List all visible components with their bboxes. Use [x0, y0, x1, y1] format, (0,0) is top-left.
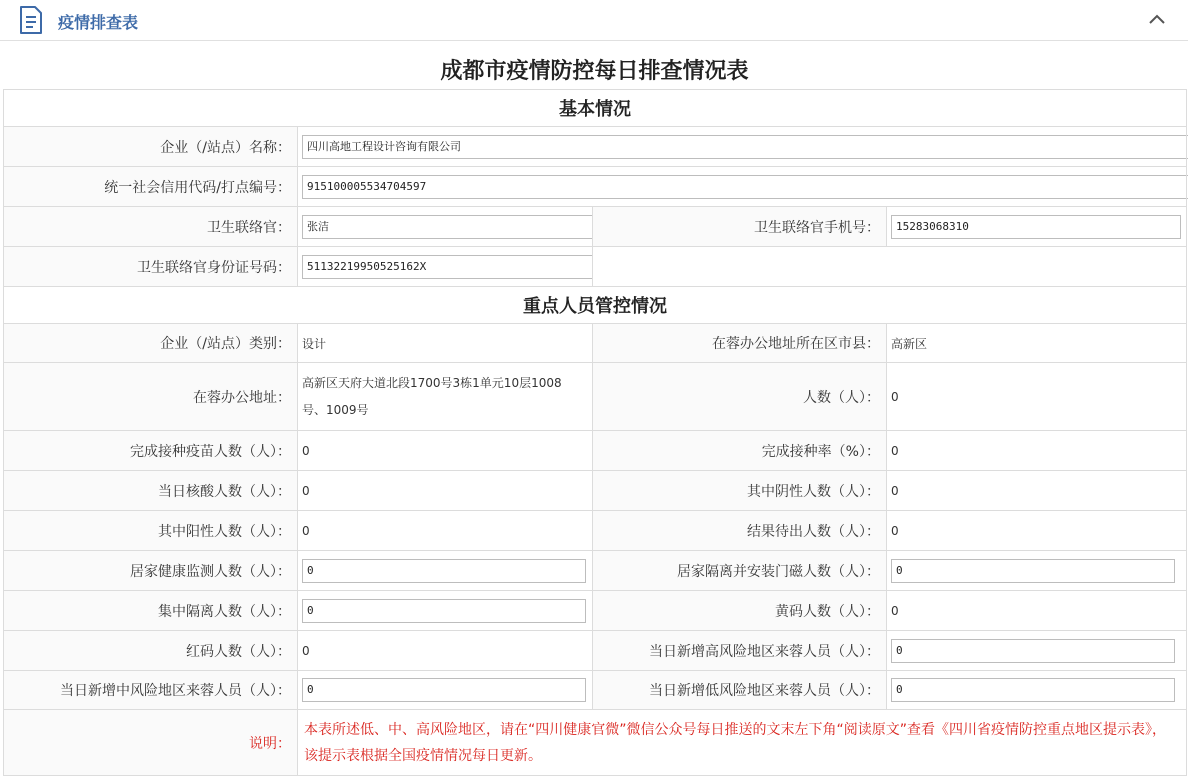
nucleic-value: 0 — [298, 471, 593, 511]
home-isolation-label: 居家隔离并安装门磁人数（人）： — [593, 551, 887, 591]
address-value: 高新区天府大道北段1700号3栋1单元10层1008号、1009号 — [298, 363, 593, 431]
home-isolation-field[interactable]: 0 — [891, 559, 1175, 583]
vaccination-rate-value: 0 — [887, 431, 1187, 471]
headcount-label: 人数（人）： — [593, 363, 887, 431]
category-label: 企业（/站点）类别： — [4, 324, 298, 363]
pending-value: 0 — [887, 511, 1187, 551]
address-label: 在蓉办公地址： — [4, 363, 298, 431]
section-key-personnel-heading: 重点人员管控情况 — [4, 287, 1187, 324]
vaccination-rate-label: 完成接种率（%）： — [593, 431, 887, 471]
officer-phone-field[interactable]: 15283068310 — [891, 215, 1181, 239]
form-container — [3, 41, 1186, 776]
pending-label: 结果待出人数（人）： — [593, 511, 887, 551]
form-table — [3, 89, 1187, 776]
vaccinated-value: 0 — [298, 431, 593, 471]
company-name-field[interactable]: 四川高地工程设计咨询有限公司 — [302, 135, 1188, 159]
district-label: 在蓉办公地址所在区市县： — [593, 324, 887, 363]
headcount-value: 0 — [887, 363, 1187, 431]
low-risk-label: 当日新增低风险地区来蓉人员（人）： — [593, 671, 887, 710]
company-name-label: 企业（/站点）名称： — [4, 127, 298, 167]
section-basic-heading: 基本情况 — [4, 90, 1187, 127]
chevron-up-icon[interactable] — [1146, 8, 1168, 30]
note-text: 本表所述低、中、高风险地区，请在“四川健康官微”微信公众号每日推送的文末左下角“阅读原文”查看《四川省疫情防控重点地区提示表》，该提示表根据全国疫情情况每日更新。 — [298, 710, 1187, 776]
central-isolation-field[interactable]: 0 — [302, 599, 586, 623]
home-monitor-field[interactable]: 0 — [302, 559, 586, 583]
form-title: 成都市疫情防控每日排查情况表 — [440, 58, 749, 84]
document-icon — [18, 5, 44, 35]
yellow-code-value: 0 — [887, 591, 1187, 631]
high-risk-field[interactable]: 0 — [891, 639, 1175, 663]
health-officer-label: 卫生联络官： — [4, 207, 298, 247]
district-value: 高新区 — [887, 324, 1187, 363]
officer-id-field[interactable]: 51132219950525162X — [302, 255, 622, 279]
red-code-value: 0 — [298, 631, 593, 671]
negative-value: 0 — [887, 471, 1187, 511]
high-risk-label: 当日新增高风险地区来蓉人员（人）： — [593, 631, 887, 671]
positive-label: 其中阳性人数（人）： — [4, 511, 298, 551]
positive-value: 0 — [298, 511, 593, 551]
red-code-label: 红码人数（人）： — [4, 631, 298, 671]
note-label: 说明： — [4, 710, 298, 776]
health-officer-field[interactable]: 张洁 — [302, 215, 622, 239]
officer-phone-label: 卫生联络官手机号： — [593, 207, 887, 247]
mid-risk-label: 当日新增中风险地区来蓉人员（人）： — [4, 671, 298, 710]
nucleic-label: 当日核酸人数（人）： — [4, 471, 298, 511]
officer-id-label: 卫生联络官身份证号码： — [4, 247, 298, 287]
yellow-code-label: 黄码人数（人）： — [593, 591, 887, 631]
home-monitor-label: 居家健康监测人数（人）： — [4, 551, 298, 591]
low-risk-field[interactable]: 0 — [891, 678, 1175, 702]
category-value: 设计 — [298, 324, 593, 363]
vaccinated-label: 完成接种疫苗人数（人）： — [4, 431, 298, 471]
credit-code-field[interactable]: 915100005534704597 — [302, 175, 1188, 199]
panel-title: 疫情排查表 — [58, 13, 139, 32]
mid-risk-field[interactable]: 0 — [302, 678, 586, 702]
panel-header — [0, 0, 1188, 41]
negative-label: 其中阴性人数（人）： — [593, 471, 887, 511]
central-isolation-label: 集中隔离人数（人）： — [4, 591, 298, 631]
credit-code-label: 统一社会信用代码/打点编号： — [4, 167, 298, 207]
